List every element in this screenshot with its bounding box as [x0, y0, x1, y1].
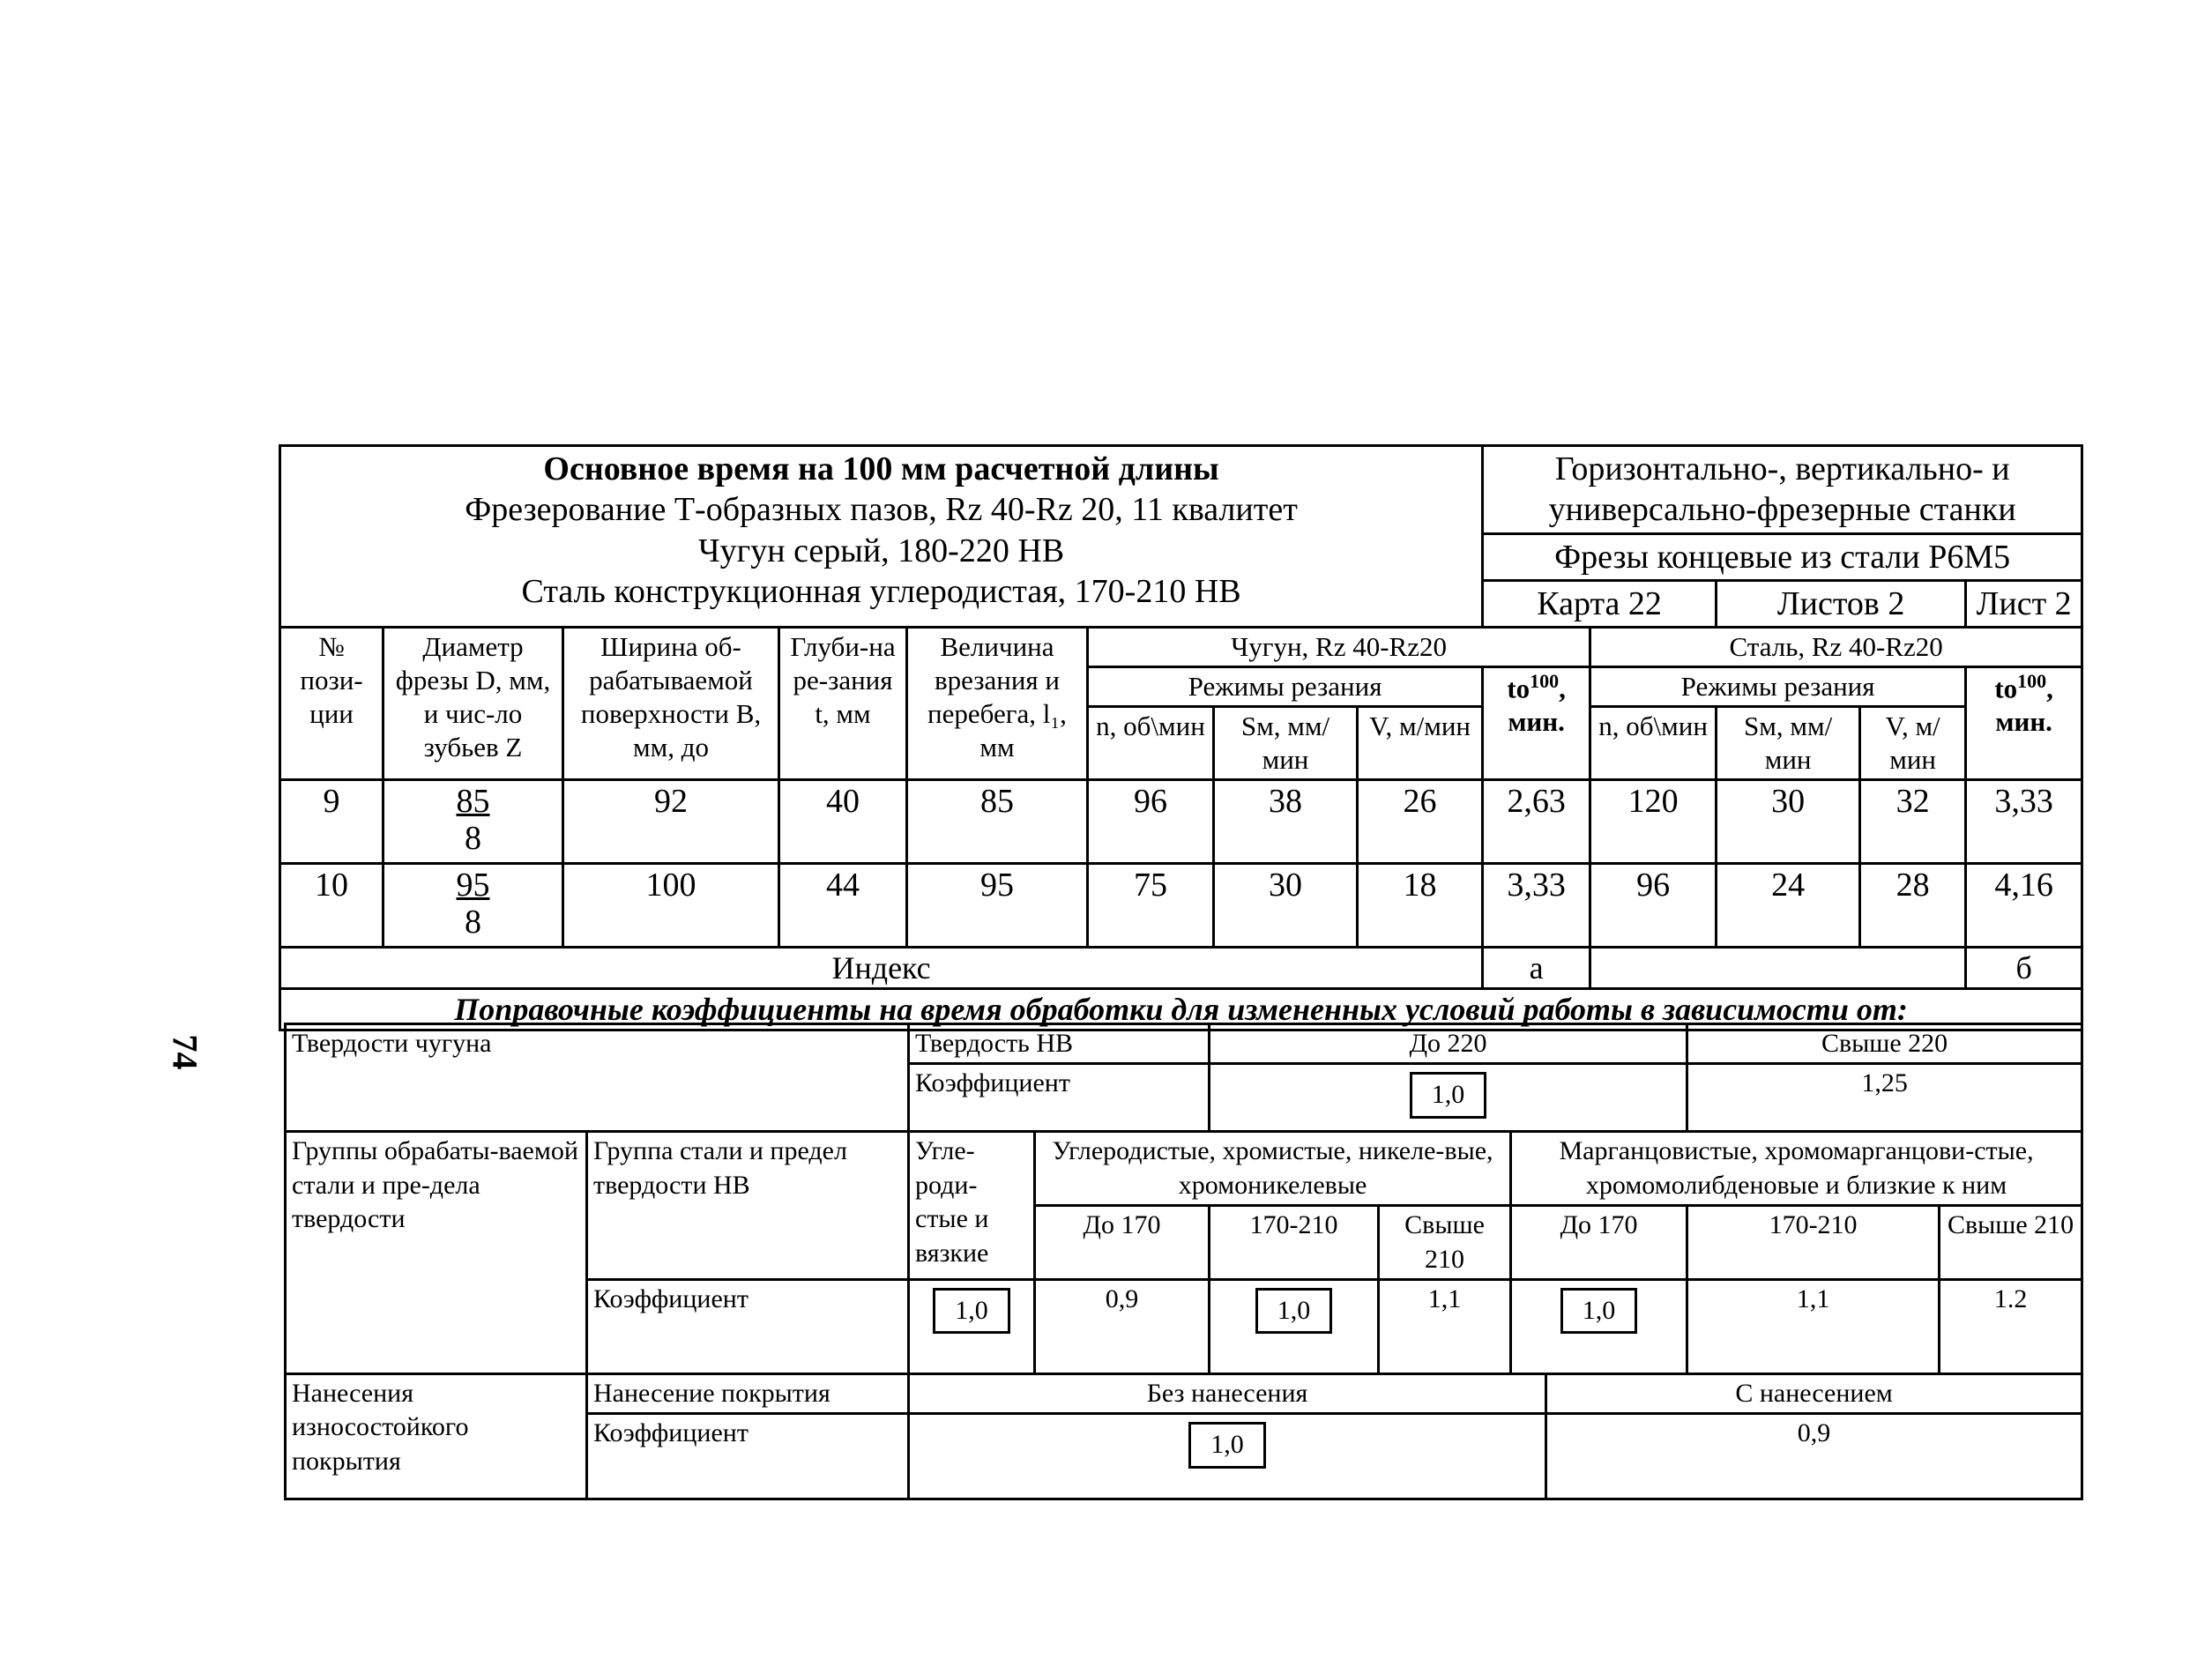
- steel-n: n, об\мин: [1590, 707, 1717, 780]
- to170b: До 170: [1511, 1206, 1687, 1280]
- manganese: Марганцовистые, хромомарганцови-стые, хромомолибденовые и близкие к ним: [1511, 1132, 2082, 1206]
- k-tough: 1,0: [933, 1288, 1010, 1334]
- k-no-coating: 1,0: [1188, 1422, 1266, 1468]
- index-b: б: [1966, 947, 2082, 988]
- index-blank: [1590, 947, 1966, 988]
- steel-group: Сталь, Rz 40-Rz20: [1590, 628, 2082, 667]
- iron-v: V, м/мин: [1358, 707, 1483, 780]
- iron-to-unit: мин.: [1508, 706, 1565, 738]
- cell-s2: 30: [1717, 779, 1860, 863]
- cell-approach: 85: [907, 779, 1088, 863]
- steel-s: Sм, мм/мин: [1717, 707, 1860, 780]
- page-number: 74: [165, 1034, 205, 1070]
- cell-diam: [384, 863, 563, 947]
- k5: 1,1: [1687, 1279, 1940, 1373]
- iron-n: n, об\мин: [1088, 707, 1214, 780]
- k-to220: 1,0: [1410, 1072, 1487, 1118]
- steel-modes: Режимы резания: [1590, 667, 1966, 707]
- card: Карта 22: [1483, 581, 1717, 628]
- k4-cell: [1511, 1279, 1687, 1373]
- coating-label: Нанесение покрытия: [587, 1373, 909, 1413]
- header-line4: Сталь конструкционная углеродистая, 170-210 НВ: [521, 573, 1241, 611]
- k1: 0,9: [1035, 1279, 1210, 1373]
- cell-to1: 2,63: [1483, 779, 1590, 863]
- k3: 1,1: [1379, 1279, 1511, 1373]
- steel-to-main: to: [1994, 673, 2018, 704]
- iron-to-main: to: [1507, 673, 1531, 704]
- k-with-coating: 0,9: [1546, 1414, 2082, 1499]
- iron-to: $to^{100}$, мин.: [1483, 667, 1590, 779]
- cell-pos: 9: [280, 779, 384, 863]
- steel-v: V, м/мин: [1860, 707, 1966, 780]
- cell-s1: 38: [1214, 779, 1358, 863]
- col-width: Ширина об-рабатываемой поверхности В, мм, до: [563, 628, 779, 779]
- sheet: Лист 2: [1966, 581, 2082, 628]
- k6: 1.2: [1940, 1279, 2082, 1373]
- correction-title: Поправочные коэффициенты на время обработки для измененных условий работы в зависимости от:: [280, 989, 2082, 1030]
- diam-d: 85: [456, 782, 490, 820]
- coef-table: [284, 1023, 2083, 1500]
- over220: Свыше 220: [1687, 1024, 2082, 1064]
- iron-hardness: Твердости чугуна: [286, 1024, 909, 1132]
- cell-n2: 120: [1590, 779, 1717, 863]
- col-diam: Диаметр фрезы D, мм, и чис-ло зубьев Z: [384, 628, 563, 779]
- k-over220: 1,25: [1687, 1064, 2082, 1132]
- coating-coef-label: Коэффициент: [587, 1414, 909, 1499]
- cell-v1: 18: [1358, 863, 1483, 947]
- carbon-chrome: Углеродистые, хромистые, никеле-вые, хромоникелевые: [1035, 1132, 1511, 1206]
- diam-z: 8: [465, 904, 481, 941]
- steel-to-unit: мин.: [1995, 706, 2052, 738]
- iron-modes: Режимы резания: [1088, 667, 1483, 707]
- k2: 1,0: [1255, 1288, 1333, 1334]
- iron-coef-label: Коэффициент: [909, 1064, 1210, 1132]
- machines: Горизонтально-, вертикально- и универсально-фрезерные станки: [1483, 446, 2082, 534]
- cell-n1: 75: [1088, 863, 1214, 947]
- main-table: [279, 444, 2083, 1031]
- cell-to2: 3,33: [1966, 779, 2082, 863]
- header-line2: Фрезерование Т-образных пазов, Rz 40-Rz 20, 11 квалитет: [465, 491, 1298, 529]
- over210a: Свыше 210: [1379, 1206, 1511, 1280]
- cell-v1: 26: [1358, 779, 1483, 863]
- header-title-cell: [280, 446, 1483, 628]
- k2-cell: [1210, 1279, 1379, 1373]
- iron-group: Чугун, Rz 40-Rz20: [1088, 628, 1590, 667]
- cell-pos: 10: [280, 863, 384, 947]
- with-coating: С нанесением: [1546, 1373, 2082, 1413]
- cell-width: 100: [563, 863, 779, 947]
- to170a: До 170: [1035, 1206, 1210, 1280]
- k4: 1,0: [1560, 1288, 1638, 1334]
- table-row: [280, 779, 2082, 863]
- cell-to1: 3,33: [1483, 863, 1590, 947]
- steel-to: $to^{100}$, мин.: [1966, 667, 2082, 779]
- index-a: а: [1483, 947, 1590, 988]
- diam-z: 8: [465, 820, 481, 858]
- index-label: Индекс: [280, 947, 1483, 988]
- iron-s: Sм, мм/мин: [1214, 707, 1358, 780]
- r170-210a: 170-210: [1210, 1206, 1379, 1280]
- col-approach: Величина врезания и перебега, l₁, мм: [907, 628, 1088, 779]
- col-pos: № пози-ции: [280, 628, 384, 779]
- r170-210b: 170-210: [1687, 1206, 1940, 1280]
- coating: Нанесения износостойкого покрытия: [286, 1373, 587, 1499]
- k-to220-cell: [1210, 1064, 1687, 1132]
- diam-d: 95: [456, 866, 490, 904]
- header-line3: Чугун серый, 180-220 НВ: [697, 532, 1065, 569]
- cell-to2: 4,16: [1966, 863, 2082, 947]
- cell-s1: 30: [1214, 863, 1358, 947]
- table-row: [280, 863, 2082, 947]
- carbon-tough: Угле-роди-стые и вязкие: [909, 1132, 1035, 1280]
- cell-s2: 24: [1717, 863, 1860, 947]
- cell-n2: 96: [1590, 863, 1717, 947]
- col-depth: Глуби-на ре-зания t, мм: [779, 628, 907, 779]
- hb-label: Твердость НВ: [909, 1024, 1210, 1064]
- to220: До 220: [1210, 1024, 1687, 1064]
- cell-v2: 28: [1860, 863, 1966, 947]
- cell-width: 92: [563, 779, 779, 863]
- cell-diam: [384, 779, 563, 863]
- k-tough-cell: [909, 1279, 1035, 1373]
- cell-n1: 96: [1088, 779, 1214, 863]
- cutters: Фрезы концевые из стали Р6М5: [1483, 533, 2082, 580]
- no-coating: Без нанесения: [909, 1373, 1546, 1413]
- cell-v2: 32: [1860, 779, 1966, 863]
- steel-to-sub: 100: [2017, 670, 2047, 693]
- steel-groups: Группы обрабаты-ваемой стали и пре-дела твердости: [286, 1132, 587, 1374]
- sheets: Листов 2: [1717, 581, 1966, 628]
- steel-group-hb: Группа стали и предел твердости НВ: [587, 1132, 909, 1280]
- iron-to-sub: 100: [1530, 670, 1560, 693]
- header-title: Основное время на 100 мм расчетной длины: [543, 450, 1219, 487]
- cell-approach: 95: [907, 863, 1088, 947]
- steel-coef-label: Коэффициент: [587, 1279, 909, 1373]
- cell-depth: 44: [779, 863, 907, 947]
- k-no-coating-cell: [909, 1414, 1546, 1499]
- cell-depth: 40: [779, 779, 907, 863]
- over210b: Свыше 210: [1940, 1206, 2082, 1280]
